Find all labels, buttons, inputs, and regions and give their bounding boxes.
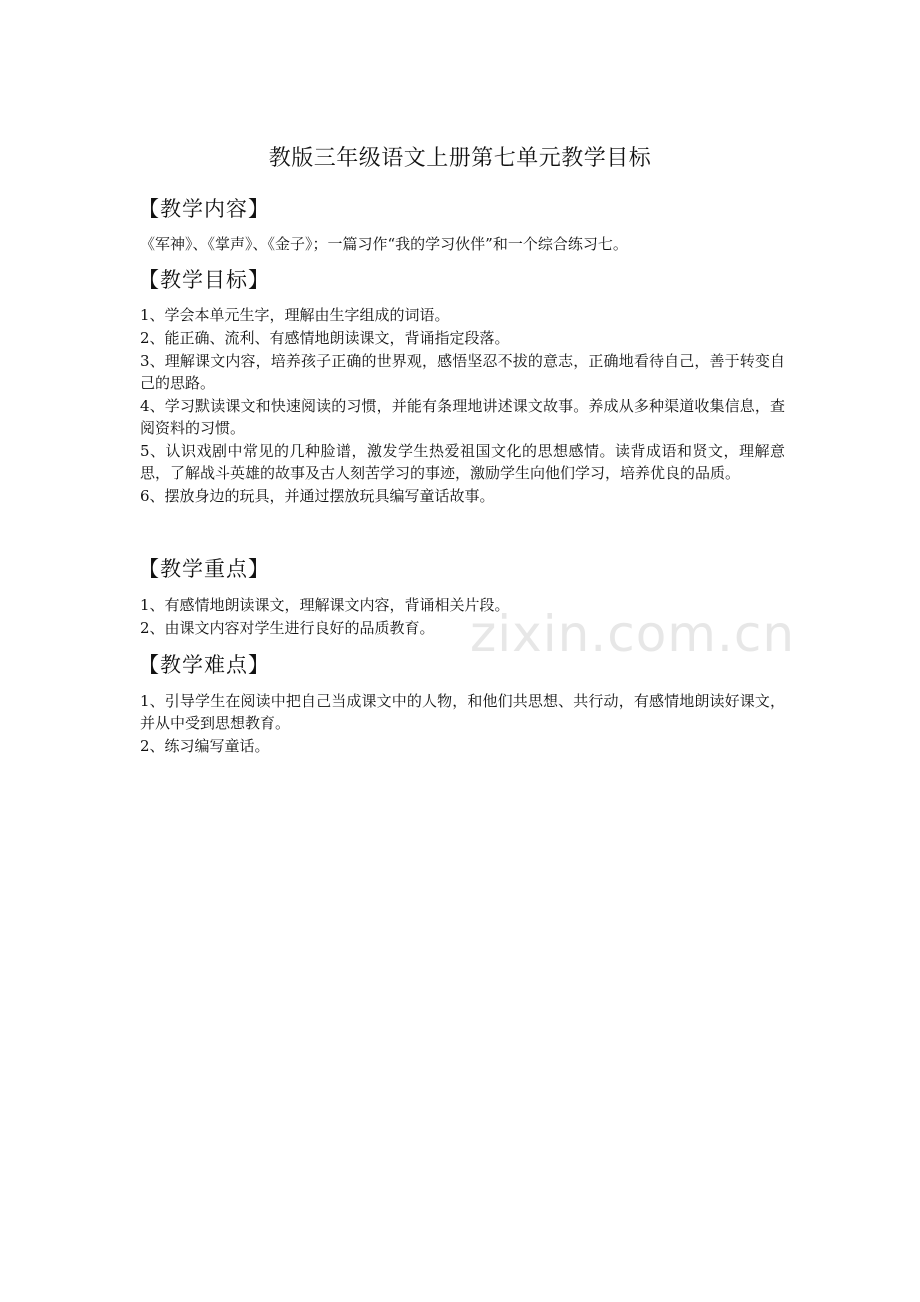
objective-item: 2、能正确、流利、有感情地朗读课文，背诵指定段落。 xyxy=(140,329,510,347)
content-line: 《军神》、《掌声》、《金子》；一篇习作“我的学习伙伴”和一个综合练习七。 xyxy=(140,235,628,253)
page-title: 教版三年级语文上册第七单元教学目标 xyxy=(268,146,652,171)
watermark: zixin.com.cn xyxy=(470,605,796,663)
difficulty-item: 1、引导学生在阅读中把自己当成课文中的人物，和他们共思想、共行动，有感情地朗读好课文，并从中受到思想教育。 xyxy=(140,692,785,732)
key-point-item: 1、有感情地朗读课文，理解课文内容，背诵相关片段。 xyxy=(140,596,510,614)
key-point-item: 2、由课文内容对学生进行良好的品质教育。 xyxy=(140,619,435,637)
objective-item: 4、学习默读课文和快速阅读的习惯，并能有条理地讲述课文故事。养成从多种渠道收集信息，查阅资料的习惯。 xyxy=(140,397,785,437)
objective-item: 5、认识戏剧中常见的几种脸谱，激发学生热爱祖国文化的思想感情。读背成语和贤文，理解意思，了解战斗英雄的故事及古人刻苦学习的事迹，激励学生向他们学习，培养优良的品质。 xyxy=(140,442,785,482)
section-heading-objectives: 【教学目标】 xyxy=(138,268,270,292)
section-body-content xyxy=(140,233,785,256)
section-heading-content: 【教学内容】 xyxy=(138,197,270,221)
section-body-objectives xyxy=(140,304,785,508)
objective-item: 3、理解课文内容，培养孩子正确的世界观，感悟坚忍不拔的意志，正确地看待自己，善于转变自己的思路。 xyxy=(140,352,785,392)
difficulty-item: 2、练习编写童话。 xyxy=(140,737,270,755)
section-body-difficulties xyxy=(140,690,785,758)
section-heading-key-points: 【教学重点】 xyxy=(138,557,270,581)
objective-item: 6、摆放身边的玩具，并通过摆放玩具编写童话故事。 xyxy=(140,487,495,505)
section-heading-difficulties: 【教学难点】 xyxy=(138,653,270,677)
objective-item: 1、学会本单元生字，理解由生字组成的词语。 xyxy=(140,306,450,324)
